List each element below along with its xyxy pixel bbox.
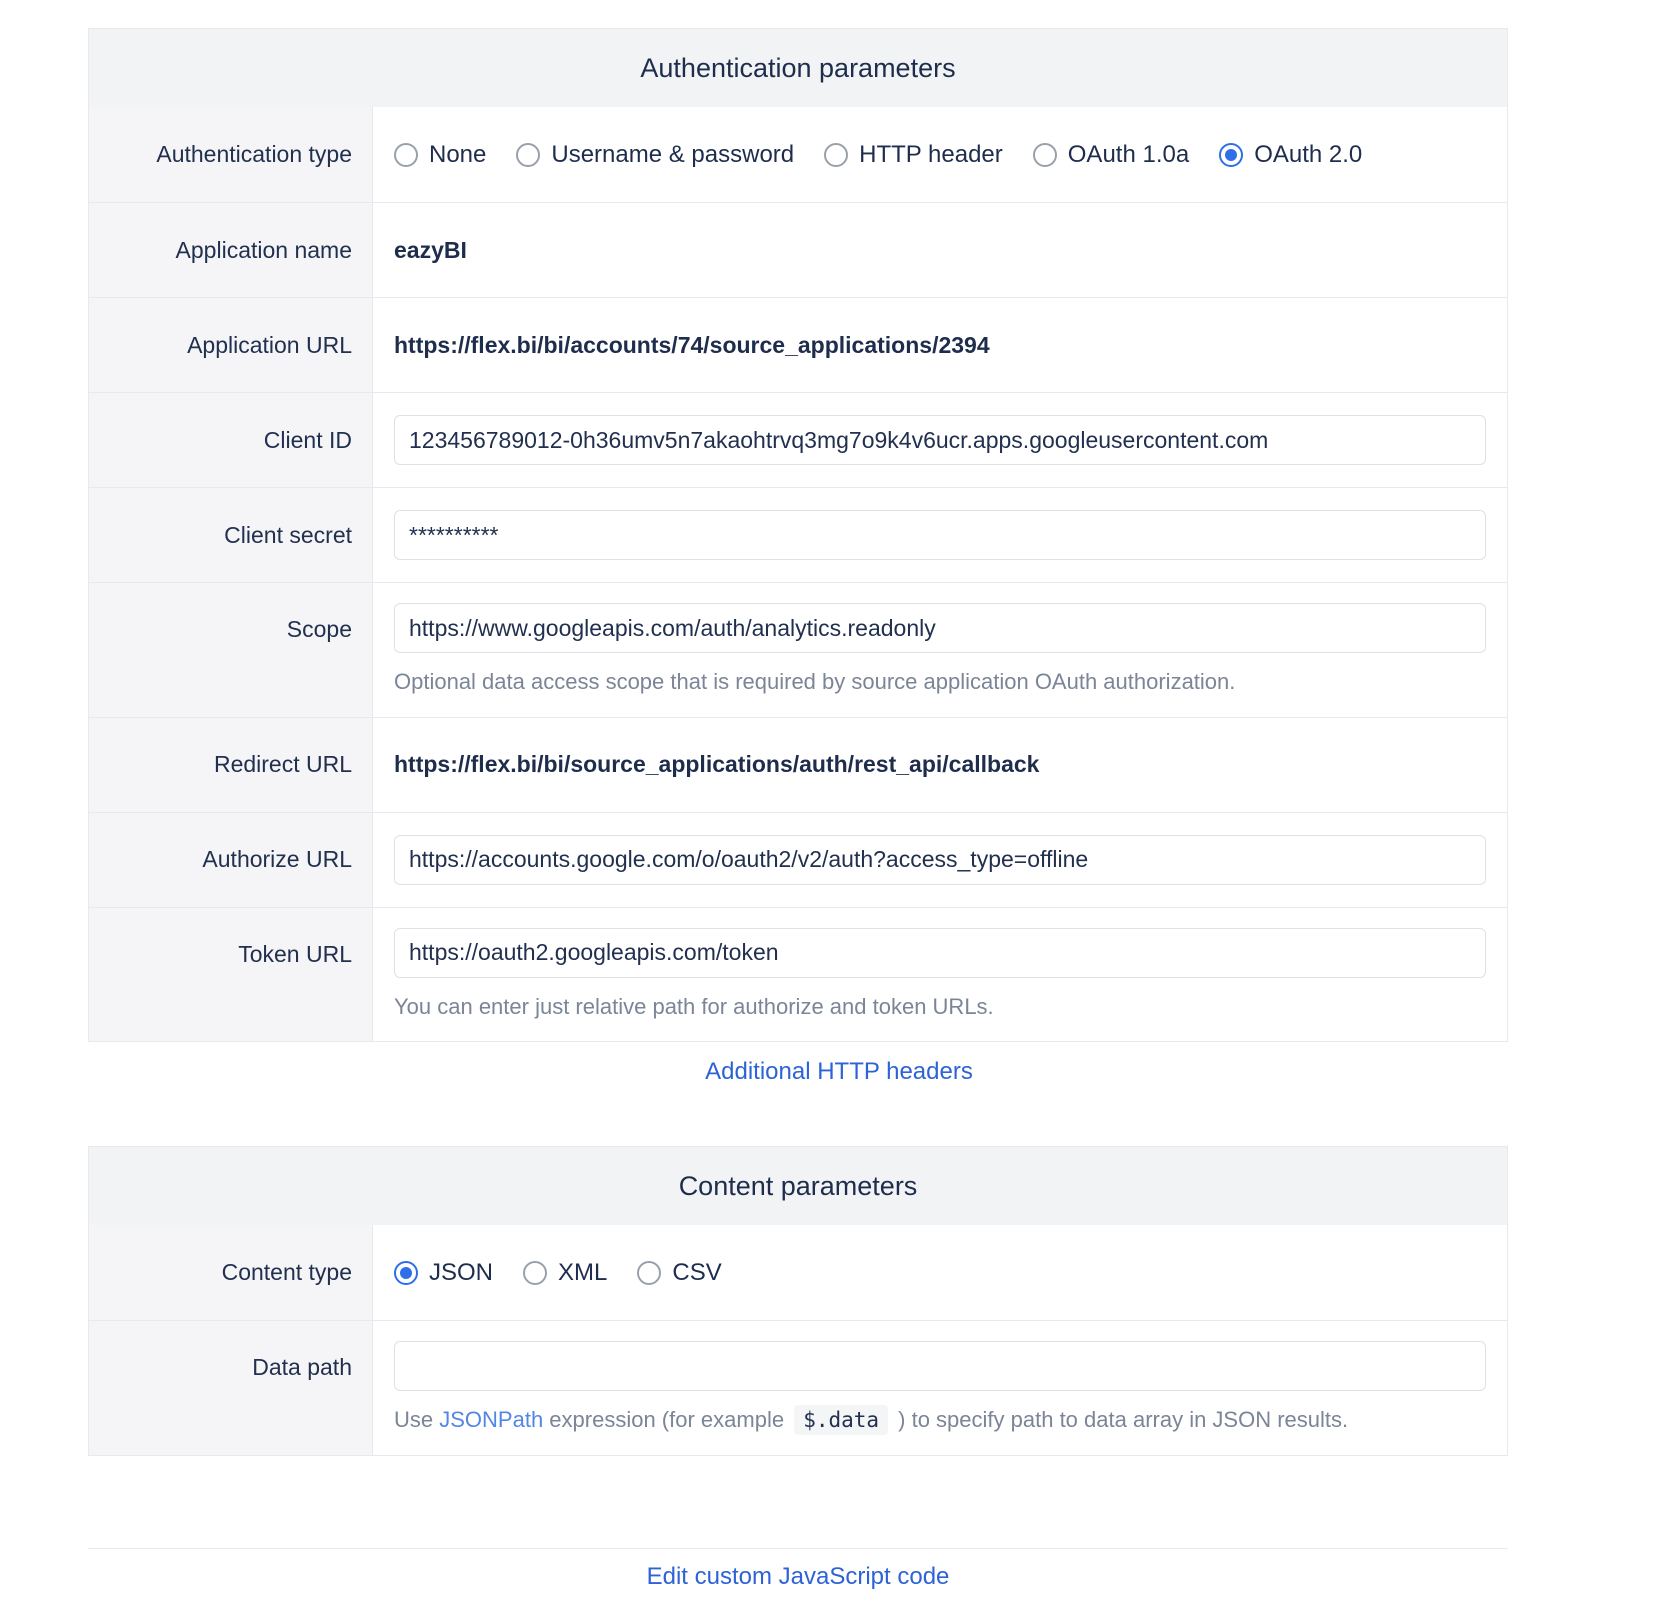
data-path-input[interactable]	[394, 1341, 1486, 1391]
scope-label: Scope	[89, 583, 373, 717]
authorize-url-input[interactable]	[394, 835, 1486, 885]
content-type-label: Content type	[89, 1225, 373, 1320]
token-url-help-text: You can enter just relative path for authorize and token URLs.	[394, 993, 994, 1019]
radio-icon[interactable]	[394, 1261, 418, 1285]
radio-option-oauth-1a[interactable]	[1033, 141, 1189, 169]
additional-http-headers-link[interactable]: Additional HTTP headers	[705, 1058, 973, 1086]
redirect-url-value: https://flex.bi/bi/source_applications/auth/rest_api/callback	[394, 751, 1040, 778]
row-authorize-url	[89, 812, 1507, 907]
row-data-path	[89, 1320, 1507, 1455]
radio-icon[interactable]	[1219, 143, 1243, 167]
scope-input[interactable]	[394, 603, 1486, 653]
page	[0, 28, 1678, 1602]
radio-label: None	[429, 140, 487, 168]
content-type-radio-group	[394, 1259, 1486, 1287]
row-scope	[89, 582, 1507, 717]
radio-option-http-header[interactable]	[824, 141, 1003, 169]
row-client-id	[89, 392, 1507, 487]
help-mid: expression (for example	[543, 1407, 791, 1433]
radio-label: HTTP header	[859, 140, 1003, 168]
scope-help-text: Optional data access scope that is required by source application OAuth authorization.	[394, 669, 1236, 694]
help-suffix: ) to specify path to data array in JSON results.	[892, 1407, 1349, 1433]
radio-label: JSON	[429, 1258, 494, 1286]
radio-icon[interactable]	[523, 1261, 547, 1285]
radio-option-xml[interactable]	[523, 1259, 607, 1287]
radio-label: Username & password	[551, 140, 795, 168]
application-url-label: Application URL	[89, 298, 373, 392]
application-name-label: Application name	[89, 203, 373, 297]
radio-icon[interactable]	[824, 143, 848, 167]
authentication-type-label: Authentication type	[89, 107, 373, 202]
radio-label: OAuth 2.0	[1254, 140, 1363, 168]
token-url-input[interactable]	[394, 928, 1486, 978]
radio-label: CSV	[672, 1258, 722, 1286]
data-path-help-text	[394, 1406, 1486, 1435]
application-url-value: https://flex.bi/bi/accounts/74/source_applications/2394	[394, 331, 990, 358]
edit-custom-javascript-link[interactable]: Edit custom JavaScript code	[646, 1562, 950, 1590]
radio-option-none[interactable]	[394, 141, 486, 169]
redirect-url-label: Redirect URL	[89, 718, 373, 812]
authentication-parameters-table	[88, 28, 1508, 1042]
radio-option-json[interactable]	[394, 1259, 493, 1287]
authentication-parameters-header	[89, 29, 1507, 107]
row-application-url	[89, 297, 1507, 392]
row-application-name	[89, 202, 1507, 297]
custom-javascript-section	[88, 1548, 1508, 1591]
radio-icon[interactable]	[637, 1261, 661, 1285]
section-title: Authentication parameters	[640, 52, 956, 83]
client-id-label: Client ID	[89, 393, 373, 487]
authorize-url-label: Authorize URL	[89, 813, 373, 907]
authentication-type-radio-group	[394, 141, 1486, 169]
radio-label: OAuth 1.0a	[1067, 140, 1190, 168]
radio-label: XML	[558, 1258, 608, 1286]
help-prefix: Use	[394, 1407, 440, 1433]
row-client-secret	[89, 487, 1507, 582]
additional-headers-link-wrap	[0, 1058, 1678, 1086]
radio-icon[interactable]	[394, 143, 418, 167]
jsonpath-link[interactable]: JSONPath	[439, 1407, 544, 1433]
code-example: $.data	[794, 1405, 888, 1435]
radio-icon[interactable]	[516, 143, 540, 167]
row-authentication-type	[89, 107, 1507, 202]
client-secret-input[interactable]	[394, 510, 1486, 560]
row-redirect-url	[89, 717, 1507, 812]
radio-option-username-password[interactable]	[516, 141, 794, 169]
data-path-label: Data path	[89, 1321, 373, 1455]
token-url-label: Token URL	[89, 908, 373, 1042]
content-parameters-header	[89, 1147, 1507, 1225]
client-id-input[interactable]	[394, 415, 1486, 465]
radio-icon[interactable]	[1033, 143, 1057, 167]
client-secret-label: Client secret	[89, 488, 373, 582]
content-parameters-table	[88, 1146, 1508, 1456]
row-content-type	[89, 1225, 1507, 1320]
section-title: Content parameters	[678, 1170, 918, 1201]
radio-option-oauth-2[interactable]	[1219, 141, 1362, 169]
radio-option-csv[interactable]	[637, 1259, 721, 1287]
row-token-url	[89, 907, 1507, 1042]
application-name-value: eazyBI	[394, 236, 467, 263]
